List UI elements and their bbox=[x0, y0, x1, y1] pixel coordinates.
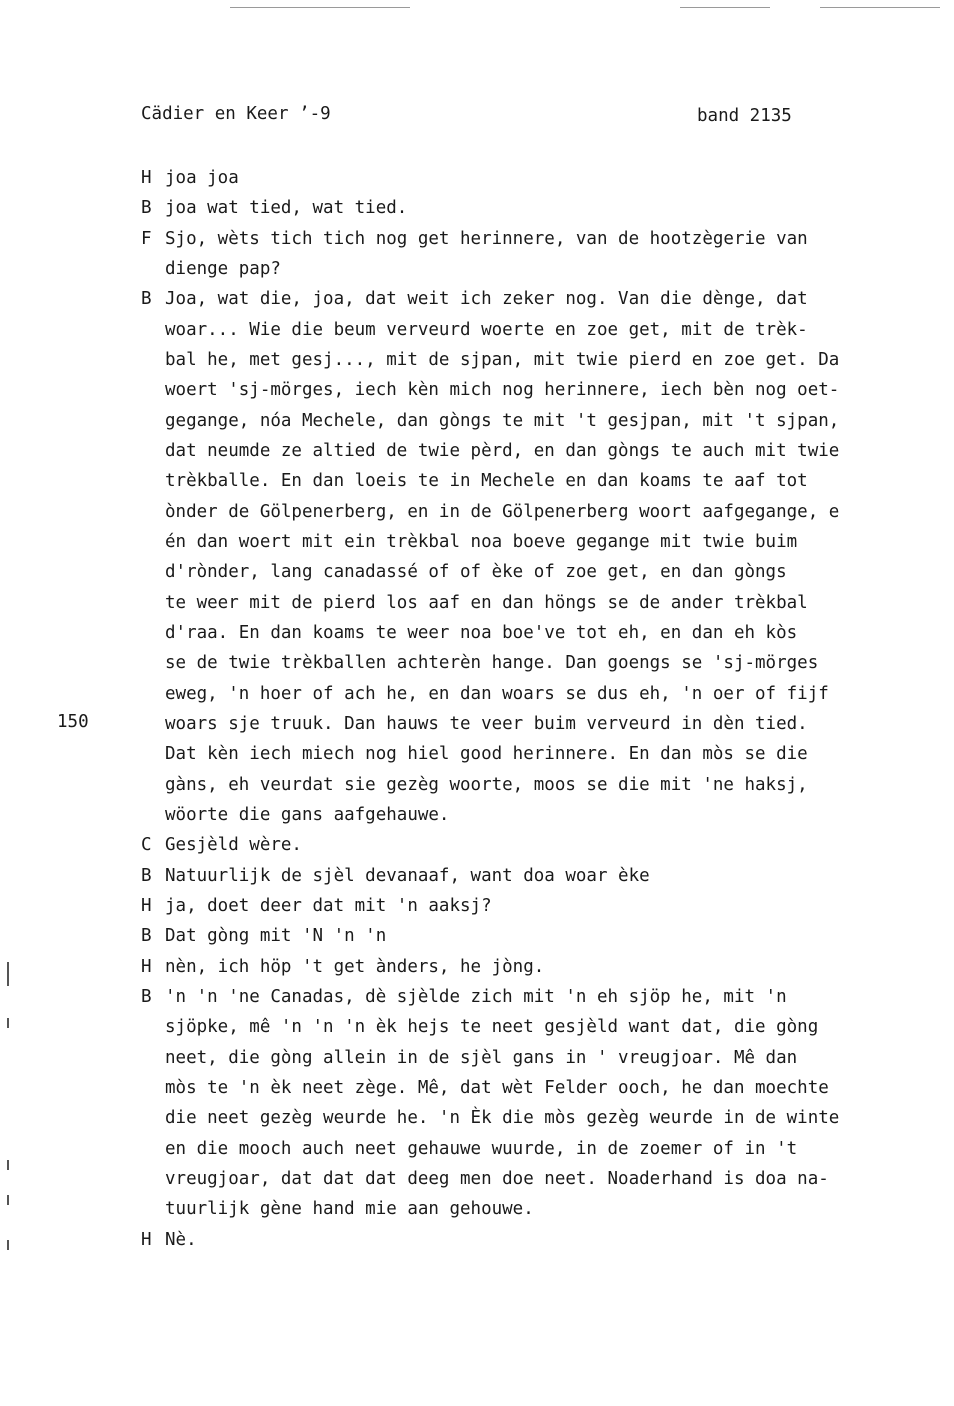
utterance-text: dienge pap? bbox=[165, 258, 281, 279]
transcript-line bbox=[0, 284, 954, 314]
transcript-line bbox=[0, 982, 954, 1012]
transcript-line bbox=[0, 618, 954, 648]
utterance-text: Gesjèld wère. bbox=[165, 835, 302, 856]
utterance-text: Joa, wat die, joa, dat weit ich zeker nog. Van die dènge, dat bbox=[165, 289, 808, 310]
scan-artifact-line bbox=[820, 7, 940, 8]
utterance-text: woar... Wie die beum verveurd woerte en zoe get, mit de trèk- bbox=[165, 319, 808, 340]
utterance-text: én dan woert mit ein trèkbal noa boeve gegange mit twie buim bbox=[165, 531, 798, 552]
utterance-text: joa joa bbox=[165, 168, 239, 188]
scan-artifact-line bbox=[230, 7, 410, 8]
utterance-text: gegange, nóa Mechele, dan gòngs te mit 't gesjpan, mit 't sjpan, bbox=[165, 410, 840, 431]
utterance-text: Dat kèn iech miech nog hiel good herinnere. En dan mòs se die bbox=[165, 744, 808, 765]
utterance-text: woert 'sj-mörges, iech kèn mich nog herinnere, iech bèn nog oet- bbox=[165, 380, 840, 401]
margin-mark bbox=[7, 1195, 9, 1205]
transcript-line bbox=[0, 739, 954, 769]
speaker-code: B bbox=[141, 865, 152, 886]
transcript-line bbox=[0, 254, 954, 284]
transcript-line bbox=[0, 345, 954, 375]
utterance-text: tuurlijk gène hand mie aan gehouwe. bbox=[165, 1199, 534, 1220]
speaker-code: H bbox=[141, 956, 152, 977]
speaker-code: H bbox=[141, 168, 152, 188]
utterance-text: Nè. bbox=[165, 1229, 197, 1250]
transcript-line bbox=[0, 1134, 954, 1164]
document-title: Cädier en Keer ’-9 bbox=[141, 104, 331, 124]
transcript-line bbox=[0, 709, 954, 739]
transcript-line bbox=[0, 861, 954, 891]
transcript-line bbox=[0, 527, 954, 557]
margin-line-number: 150 bbox=[57, 712, 89, 732]
utterance-text: joa wat tied, wat tied. bbox=[165, 198, 408, 219]
transcript-line bbox=[0, 1103, 954, 1133]
speaker-code: C bbox=[141, 835, 152, 856]
transcript-line bbox=[0, 648, 954, 678]
transcript-line bbox=[0, 800, 954, 830]
transcript-line bbox=[0, 952, 954, 982]
utterance-text: sjöpke, mê 'n 'n 'n èk hejs te neet gesjèld want dat, die gòng bbox=[165, 1017, 819, 1038]
transcript-line bbox=[0, 588, 954, 618]
transcript-line bbox=[0, 436, 954, 466]
transcript-line bbox=[0, 315, 954, 345]
transcript-line bbox=[0, 557, 954, 587]
utterance-text: mòs te 'n èk neet zège. Mê, dat wèt Felder ooch, he dan moechte bbox=[165, 1077, 829, 1098]
transcript-line bbox=[0, 770, 954, 800]
utterance-text: Natuurlijk de sjèl devanaaf, want doa woar èke bbox=[165, 865, 650, 886]
margin-mark bbox=[7, 1160, 9, 1170]
transcript-line bbox=[0, 193, 954, 223]
utterance-text: bal he, met gesj..., mit de sjpan, mit twie pierd en zoe get. Da bbox=[165, 349, 840, 370]
utterance-text: trèkballe. En dan loeis te in Mechele en dan koams te aaf tot bbox=[165, 471, 808, 492]
utterance-text: en die mooch auch neet gehauwe wuurde, in de zoemer of in 't bbox=[165, 1138, 798, 1159]
utterance-text: 'n 'n 'ne Canadas, dè sjèlde zich mit 'n eh sjöp he, mit 'n bbox=[165, 986, 787, 1007]
speaker-code: H bbox=[141, 895, 152, 916]
transcript-line bbox=[0, 679, 954, 709]
scan-artifact-line bbox=[680, 7, 770, 8]
speaker-code: B bbox=[141, 986, 152, 1007]
utterance-text: ònder de Gölpenerberg, en in de Gölpenerberg woort aafgegange, e bbox=[165, 501, 840, 522]
transcript-line bbox=[0, 1073, 954, 1103]
utterance-text: d'rònder, lang canadassé of of èke of zoe get, en dan gòngs bbox=[165, 562, 787, 583]
transcript-line bbox=[0, 1194, 954, 1224]
utterance-text: Sjo, wèts tich tich nog get herinnere, van de hootzègerie van bbox=[165, 228, 808, 249]
margin-mark bbox=[7, 1018, 9, 1028]
transcript-line bbox=[0, 1012, 954, 1042]
utterance-text: dat neumde ze altied de twie pèrd, en dan gòngs te auch mit twie bbox=[165, 440, 840, 461]
utterance-text: eweg, 'n hoer of ach he, en dan woars se dus eh, 'n oer of fijf bbox=[165, 683, 829, 704]
utterance-text: die neet gezèg weurde he. 'n Èk die mòs gezèg weurde in de winte bbox=[165, 1108, 840, 1129]
utterance-text: woars sje truuk. Dan hauws te veer buim verveurd in dèn tied. bbox=[165, 713, 808, 734]
utterance-text: ja, doet deer dat mit 'n aaksj? bbox=[165, 895, 492, 916]
utterance-text: gàns, eh veurdat sie gezèg woorte, moos se die mit 'ne haksj, bbox=[165, 774, 808, 795]
utterance-text: d'raa. En dan koams te weer noa boe've tot eh, en dan eh kòs bbox=[165, 622, 798, 643]
transcript-line bbox=[0, 497, 954, 527]
transcript-line bbox=[0, 1043, 954, 1073]
utterance-text: vreugjoar, dat dat dat deeg men doe neet. Noaderhand is doa na- bbox=[165, 1168, 829, 1189]
utterance-text: nèn, ich höp 't get ànders, he jòng. bbox=[165, 956, 545, 977]
transcript-line bbox=[0, 1225, 954, 1255]
speaker-code: F bbox=[141, 228, 152, 249]
utterance-text: neet, die gòng allein in de sjèl gans in ' vreugjoar. Mê dan bbox=[165, 1047, 798, 1068]
transcript-line bbox=[0, 163, 954, 193]
tape-band-number: band 2135 bbox=[697, 106, 792, 126]
utterance-text: Dat gòng mit 'N 'n 'n bbox=[165, 926, 387, 947]
utterance-text: te weer mit de pierd los aaf en dan höngs se de ander trèkbal bbox=[165, 592, 808, 613]
transcript-line bbox=[0, 375, 954, 405]
transcript-line bbox=[0, 466, 954, 496]
margin-mark bbox=[7, 1240, 9, 1250]
transcript-line bbox=[0, 891, 954, 921]
speaker-code: B bbox=[141, 289, 152, 310]
speaker-code: H bbox=[141, 1229, 152, 1250]
transcript-line bbox=[0, 406, 954, 436]
transcript-line bbox=[0, 921, 954, 951]
utterance-text: se de twie trèkballen achterèn hange. Dan goengs se 'sj-mörges bbox=[165, 653, 819, 674]
utterance-text: wöorte die gans aafgehauwe. bbox=[165, 804, 450, 825]
speaker-code: B bbox=[141, 926, 152, 947]
transcript-line bbox=[0, 830, 954, 860]
transcript-line bbox=[0, 1164, 954, 1194]
speaker-code: B bbox=[141, 198, 152, 219]
margin-mark bbox=[7, 962, 9, 986]
transcript-line bbox=[0, 224, 954, 254]
